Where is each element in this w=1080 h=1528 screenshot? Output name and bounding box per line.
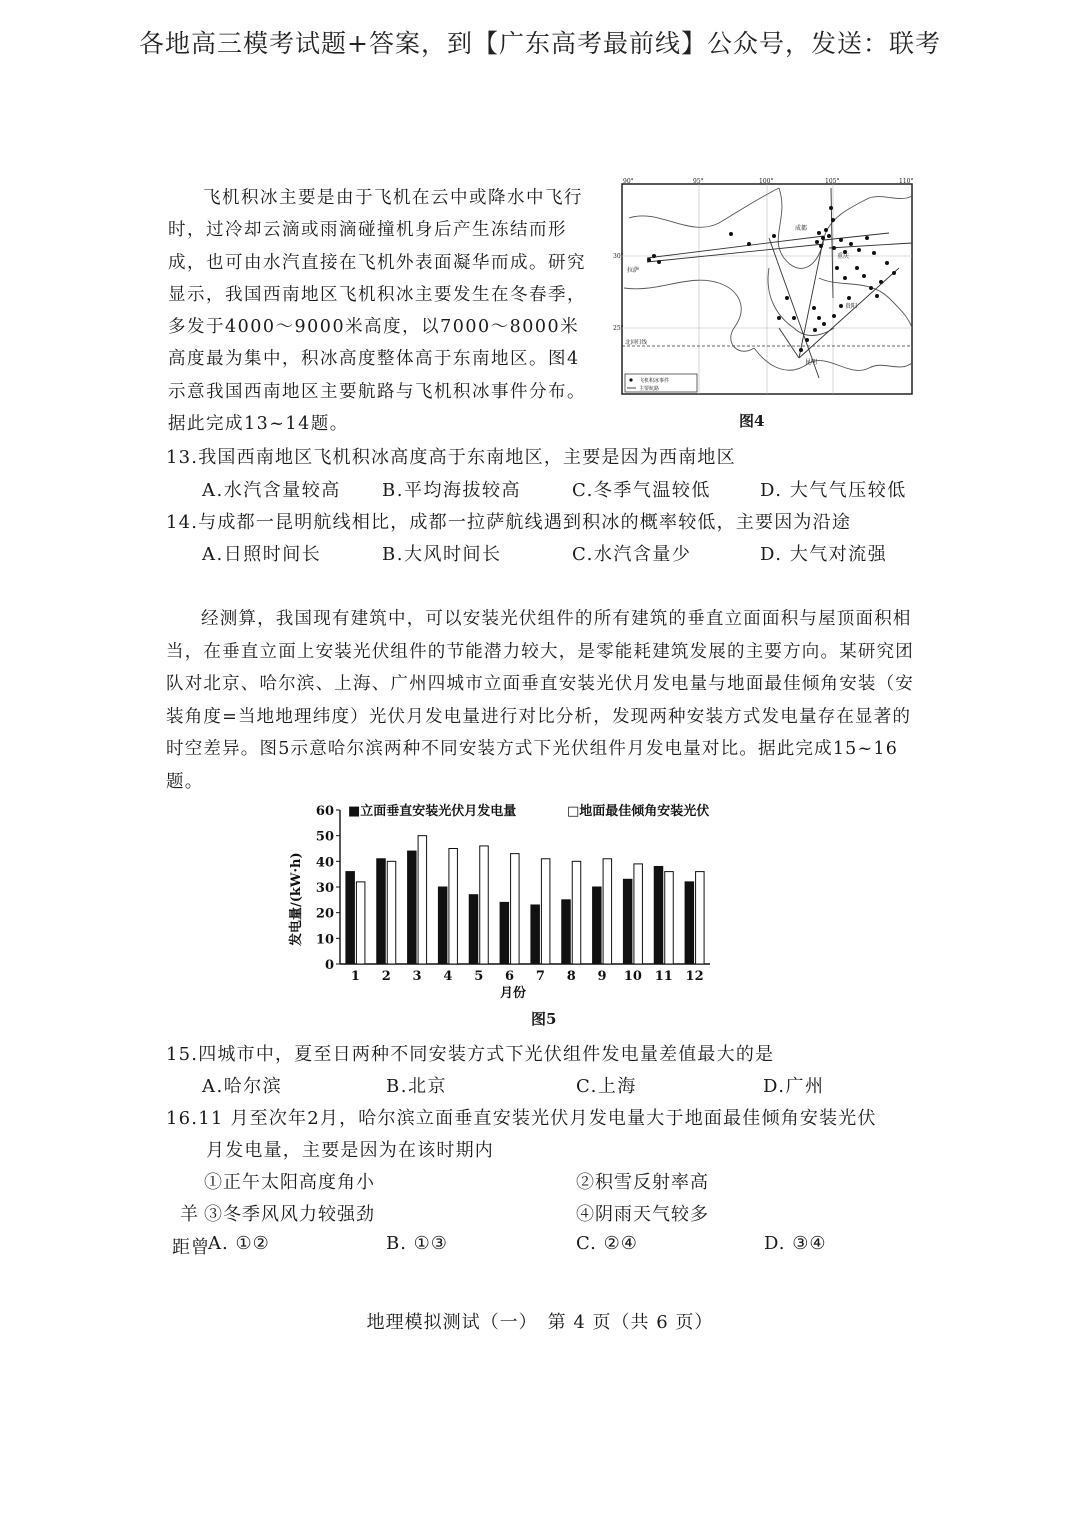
q13-option-d[interactable]: D. 大气气压较低 xyxy=(760,480,907,501)
figure-4-map xyxy=(613,178,916,402)
lon-label-105: 105° xyxy=(825,178,840,185)
q16-statement-4: ④阴雨天气较多 xyxy=(576,1204,709,1225)
y-tick-label: 50 xyxy=(315,829,334,845)
bar-ground-optimal xyxy=(696,872,705,964)
y-tick-label: 30 xyxy=(315,881,334,896)
passage-15-16 xyxy=(166,603,918,798)
bar-vertical-facade xyxy=(469,895,478,964)
place-chongqing: 重庆 xyxy=(837,253,850,260)
top-banner: 各地高三模考试题+答案，到【广东高考最前线】公众号，发送：联考 xyxy=(139,29,941,58)
bar-vertical-facade xyxy=(593,887,602,964)
q16-statement-1: ①正午太阳高度角小 xyxy=(204,1172,375,1193)
y-tick-label: 20 xyxy=(315,906,334,922)
place-lasa: 拉萨 xyxy=(627,267,640,274)
bar-vertical-facade xyxy=(438,887,447,964)
q15-option-a[interactable]: A.哈尔滨 xyxy=(202,1076,283,1097)
q15-option-c[interactable]: C.上海 xyxy=(576,1076,637,1097)
bar-ground-optimal xyxy=(541,859,550,964)
question-16-stem-line2: 月发电量，主要是因为在该时期内 xyxy=(206,1140,494,1161)
y-tick-label: 0 xyxy=(324,958,334,973)
place-guiyang: 贵阳 xyxy=(845,303,858,310)
lat-label-30: 30° xyxy=(613,253,624,260)
q15-option-d[interactable]: D.广州 xyxy=(763,1076,825,1097)
bar-ground-optimal xyxy=(356,882,365,964)
x-tick-label: 3 xyxy=(412,969,422,984)
lon-label-110: 110° xyxy=(899,178,914,185)
bar-ground-optimal xyxy=(603,859,612,964)
bar-vertical-facade xyxy=(562,900,571,964)
x-axis-label: 月份 xyxy=(500,986,527,1001)
lon-label-95: 95° xyxy=(693,178,704,185)
question-15-options xyxy=(202,1072,922,1098)
x-tick-label: 4 xyxy=(443,969,453,984)
question-14-stem: 14.与成都一昆明航线相比，成都一拉萨航线遇到积冰的概率较低，主要因为沿途 xyxy=(166,512,852,533)
bar-vertical-facade xyxy=(623,879,632,964)
legend-series-1: ■立面垂直安装光伏月发电量 xyxy=(348,804,517,819)
bar-vertical-facade xyxy=(685,882,694,964)
bar-ground-optimal xyxy=(665,872,674,964)
q16-option-a[interactable]: A. ①② xyxy=(208,1233,270,1254)
q16-stray-mark-2: 距曾 xyxy=(172,1237,210,1258)
tropic-label: 北回归线 xyxy=(625,340,648,346)
bar-ground-optimal xyxy=(572,861,581,964)
x-tick-label: 8 xyxy=(566,969,576,984)
x-tick-label: 7 xyxy=(535,969,545,984)
x-tick-label: 10 xyxy=(623,969,642,984)
q16-stray-mark-1: 羊 xyxy=(180,1204,199,1225)
q13-option-b[interactable]: B.平均海拔较高 xyxy=(382,480,521,501)
question-15-stem: 15.四城市中，夏至日两种不同安装方式下光伏组件发电量差值最大的是 xyxy=(166,1044,775,1065)
question-16-stem-line1: 16.11 月至次年2月，哈尔滨立面垂直安装光伏月发电量大于地面最佳倾角安装光伏 xyxy=(166,1108,877,1129)
x-tick-label: 6 xyxy=(505,969,515,984)
y-tick-label: 60 xyxy=(315,804,334,819)
q14-option-a[interactable]: A.日照时间长 xyxy=(202,544,322,565)
bar-ground-optimal xyxy=(387,861,396,964)
passage-text: 飞机积冰主要是由于飞机在云中或降水中飞行时，过冷却云滴或雨滴碰撞机身后产生冻结而形成，也可由水汽直接在飞机外表面凝华而成。研究显示，我国西南地区飞机积冰主要发生在冬春季，多发于4000～9000米高度，以7000～8000米高度最为集中，积冰高度整体高于东南地区。图4示意我国西南地区主要航路与飞机积冰事件分布。据此完成13~14题。 xyxy=(168,188,586,435)
lon-label-90: 90° xyxy=(623,178,634,185)
bar-ground-optimal xyxy=(634,864,643,964)
question-14-options xyxy=(202,540,922,566)
bar-ground-optimal xyxy=(480,846,489,964)
y-tick-label: 10 xyxy=(315,932,334,948)
lat-label-25: 25° xyxy=(613,325,624,332)
bar-vertical-facade xyxy=(377,859,386,964)
passage-13-14 xyxy=(168,182,593,440)
x-tick-label: 12 xyxy=(685,969,704,984)
y-tick-label: 40 xyxy=(315,855,334,871)
q16-option-c[interactable]: C. ②④ xyxy=(576,1233,638,1254)
q16-statement-3: ③冬季风风力较强劲 xyxy=(204,1204,375,1225)
q14-option-b[interactable]: B.大风时间长 xyxy=(382,544,502,565)
y-axis-label: 发电量/(kW·h) xyxy=(289,852,304,946)
q16-statement-2: ②积雪反射率高 xyxy=(576,1172,709,1193)
passage-text-2: 经测算，我国现有建筑中，可以安装光伏组件的所有建筑的垂直立面面积与屋顶面积相当，在垂直立面上安装光伏组件的节能潜力较大，是零能耗建筑发展的主要方向。某研究团队对北京、哈尔滨、上海、广州四城市立面垂直安装光伏月发电量与地面最佳倾角安装（安装角度=当地地理纬度）光伏月发电量进行对比分析，发现两种安装方式发电量存在显著的时空差异。图5示意哈尔滨两种不同安装方式下光伏组件月发电量对比。据此完成15~16题。 xyxy=(166,609,914,792)
figure-5-chart xyxy=(282,796,752,1002)
x-tick-label: 9 xyxy=(597,969,607,984)
q16-option-d[interactable]: D. ③④ xyxy=(764,1233,827,1254)
lon-label-100: 100° xyxy=(759,178,774,185)
legend-series-2: □地面最佳倾角安装光伏 xyxy=(567,804,710,819)
bar-ground-optimal xyxy=(418,836,427,964)
x-tick-label: 1 xyxy=(350,969,360,984)
q14-option-c[interactable]: C.水汽含量少 xyxy=(572,544,692,565)
q15-option-b[interactable]: B.北京 xyxy=(386,1076,447,1097)
bar-vertical-facade xyxy=(654,866,663,964)
question-13-stem: 13.我国西南地区飞机积冰高度高于东南地区，主要是因为西南地区 xyxy=(166,447,736,468)
x-tick-label: 2 xyxy=(381,969,391,984)
bar-vertical-facade xyxy=(408,851,417,964)
bar-vertical-facade xyxy=(500,902,509,964)
page-footer: 地理模拟测试（一） 第 4 页（共 6 页） xyxy=(366,1312,714,1333)
q13-option-a[interactable]: A.水汽含量较高 xyxy=(202,480,341,501)
bar-ground-optimal xyxy=(449,849,458,965)
legend-route: 主要航路 xyxy=(639,386,660,392)
bar-vertical-facade xyxy=(346,872,355,964)
x-tick-label: 5 xyxy=(474,969,484,984)
bar-ground-optimal xyxy=(511,854,520,964)
place-kunming: 昆明 xyxy=(805,359,818,366)
figure-4-caption: 图4 xyxy=(739,412,765,430)
legend-icing: 飞机积冰事件 xyxy=(639,378,670,384)
q13-option-c[interactable]: C.冬季气温较低 xyxy=(572,480,711,501)
place-chengdu: 成都 xyxy=(795,225,808,232)
figure-5-caption: 图5 xyxy=(531,1010,557,1028)
bar-vertical-facade xyxy=(531,905,540,964)
question-13-options xyxy=(202,476,922,502)
q16-option-b[interactable]: B. ①③ xyxy=(386,1233,448,1254)
q14-option-d[interactable]: D. 大气对流强 xyxy=(760,544,888,565)
x-tick-label: 11 xyxy=(654,969,673,984)
